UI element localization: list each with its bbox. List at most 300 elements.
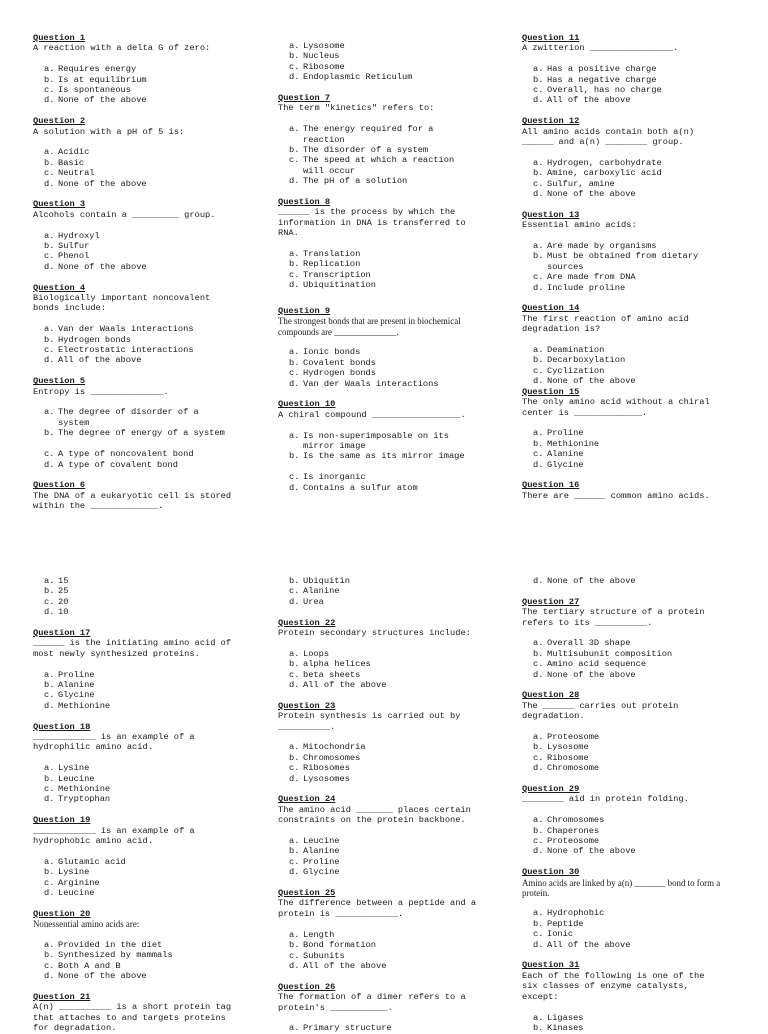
answer-option[interactable] bbox=[33, 690, 253, 700]
answer-option[interactable] bbox=[522, 670, 742, 680]
answer-option[interactable] bbox=[33, 597, 253, 607]
option-letter: c. bbox=[533, 836, 544, 847]
question-block bbox=[278, 888, 498, 971]
spacer bbox=[278, 114, 498, 124]
answer-option[interactable] bbox=[278, 649, 498, 659]
answer-option[interactable] bbox=[522, 272, 742, 282]
question-block bbox=[278, 399, 498, 493]
answer-option[interactable] bbox=[33, 961, 253, 971]
answer-option[interactable] bbox=[522, 659, 742, 669]
answer-option[interactable] bbox=[278, 62, 498, 72]
option-letter: d. bbox=[533, 459, 544, 470]
answer-option[interactable] bbox=[278, 176, 498, 186]
option-letter: d. bbox=[289, 72, 300, 83]
answer-option[interactable] bbox=[278, 680, 498, 690]
answer-option[interactable] bbox=[278, 483, 498, 493]
question-heading: Question 3 bbox=[33, 199, 86, 210]
answer-option[interactable] bbox=[522, 649, 742, 659]
answer-option[interactable] bbox=[33, 784, 253, 794]
option-letter: d. bbox=[533, 95, 544, 106]
answer-option[interactable] bbox=[522, 576, 742, 586]
option-text: Overall 3D shape bbox=[547, 638, 631, 649]
answer-option[interactable] bbox=[522, 355, 742, 365]
answer-option[interactable] bbox=[522, 460, 742, 470]
option-letter: d. bbox=[44, 95, 55, 106]
answer-option[interactable] bbox=[33, 324, 253, 334]
answer-option[interactable] bbox=[278, 774, 498, 784]
question-block bbox=[33, 815, 253, 898]
spacer bbox=[278, 239, 498, 249]
answer-option[interactable] bbox=[522, 168, 742, 178]
option-text: Is inorganic bbox=[303, 472, 366, 483]
option-letter: c. bbox=[533, 659, 544, 670]
spacer bbox=[33, 470, 253, 480]
spacer bbox=[33, 753, 253, 763]
option-text: Nucleus bbox=[303, 51, 340, 62]
answer-option[interactable] bbox=[522, 763, 742, 773]
option-text: Ribosomes bbox=[303, 763, 350, 774]
answer-option[interactable] bbox=[33, 75, 253, 85]
answer-option[interactable] bbox=[522, 1013, 742, 1023]
answer-option[interactable] bbox=[522, 189, 742, 199]
answer-option[interactable] bbox=[33, 231, 253, 241]
answer-option[interactable] bbox=[278, 72, 498, 82]
option-letter: c. bbox=[44, 168, 55, 179]
answer-option[interactable] bbox=[278, 846, 498, 856]
answer-option[interactable] bbox=[522, 345, 742, 355]
answer-option[interactable] bbox=[522, 95, 742, 105]
answer-option[interactable] bbox=[33, 670, 253, 680]
answer-option[interactable] bbox=[33, 262, 253, 272]
option-letter: c. bbox=[289, 763, 300, 774]
answer-option[interactable] bbox=[278, 586, 498, 596]
option-text: Proline bbox=[58, 669, 95, 680]
answer-option[interactable] bbox=[278, 155, 498, 176]
question-text: Protein secondary structures include: bbox=[278, 628, 471, 639]
answer-option[interactable] bbox=[33, 586, 253, 596]
option-letter: a. bbox=[44, 147, 55, 158]
option-text: None of the above bbox=[58, 971, 147, 982]
spacer bbox=[522, 231, 742, 241]
option-letter: b. bbox=[533, 1022, 544, 1033]
option-text: None of the above bbox=[547, 376, 636, 387]
answer-option[interactable] bbox=[278, 836, 498, 846]
answer-option[interactable] bbox=[33, 241, 253, 251]
option-letter: b. bbox=[533, 918, 544, 929]
option-text: Provided in the diet bbox=[58, 939, 163, 950]
question-heading: Question 7 bbox=[278, 93, 331, 104]
answer-option[interactable] bbox=[278, 451, 498, 461]
option-letter: a. bbox=[44, 856, 55, 867]
option-letter: d. bbox=[533, 282, 544, 293]
option-letter: a. bbox=[44, 939, 55, 950]
answer-option[interactable] bbox=[278, 742, 498, 752]
spacer bbox=[33, 137, 253, 147]
answer-option[interactable] bbox=[278, 145, 498, 155]
question-block bbox=[33, 722, 253, 805]
answer-option[interactable] bbox=[522, 251, 742, 272]
answer-option[interactable] bbox=[33, 460, 253, 470]
answer-option[interactable] bbox=[522, 158, 742, 168]
question-heading: Question 29 bbox=[522, 784, 580, 795]
answer-options bbox=[33, 407, 253, 469]
option-text: Covalent bonds bbox=[303, 357, 376, 368]
spacer bbox=[522, 950, 742, 960]
option-text: Both A and B bbox=[58, 960, 121, 971]
answer-option[interactable] bbox=[33, 794, 253, 804]
answer-option[interactable] bbox=[522, 241, 742, 251]
answer-option[interactable] bbox=[33, 64, 253, 74]
answer-option[interactable] bbox=[278, 763, 498, 773]
question-block bbox=[522, 867, 742, 950]
spacer bbox=[522, 857, 742, 867]
option-letter: b. bbox=[289, 576, 300, 586]
option-text: Ligases bbox=[547, 1012, 584, 1023]
option-letter: c. bbox=[289, 950, 300, 961]
question-heading: Question 10 bbox=[278, 399, 336, 410]
question-block bbox=[522, 303, 742, 386]
option-text: Mitochondria bbox=[303, 742, 366, 753]
answer-options bbox=[278, 930, 498, 972]
question-block bbox=[278, 93, 498, 187]
question-heading: Question 13 bbox=[522, 209, 580, 220]
option-text: Proline bbox=[303, 856, 340, 867]
option-text: Electrostatic interactions bbox=[58, 345, 194, 356]
answer-options bbox=[278, 649, 498, 691]
spacer bbox=[522, 335, 742, 345]
spacer bbox=[522, 418, 742, 428]
answer-option[interactable] bbox=[278, 347, 498, 357]
spacer bbox=[522, 106, 742, 116]
question-block bbox=[33, 576, 253, 618]
page1-column-1 bbox=[33, 33, 253, 512]
answer-option[interactable] bbox=[278, 379, 498, 389]
option-text: Endoplasmic Reticulum bbox=[303, 72, 413, 83]
option-text: Hydrophobic bbox=[547, 908, 605, 919]
option-text: Alanine bbox=[303, 586, 340, 597]
question-block bbox=[33, 376, 253, 470]
answer-option[interactable] bbox=[522, 439, 742, 449]
answer-option[interactable] bbox=[278, 358, 498, 368]
answer-option[interactable] bbox=[522, 638, 742, 648]
answer-option[interactable] bbox=[522, 836, 742, 846]
option-text: Acidic bbox=[58, 147, 90, 158]
answer-option[interactable] bbox=[33, 701, 253, 711]
option-text: Transcription bbox=[303, 269, 371, 280]
question-heading: Question 19 bbox=[33, 815, 91, 826]
option-letter: d. bbox=[533, 939, 544, 950]
option-text: Ribosome bbox=[303, 61, 345, 72]
answer-option[interactable] bbox=[522, 940, 742, 950]
answer-options bbox=[33, 231, 253, 273]
spacer bbox=[33, 805, 253, 815]
answer-option[interactable] bbox=[33, 867, 253, 877]
answer-option[interactable] bbox=[522, 376, 742, 386]
answer-option[interactable] bbox=[522, 64, 742, 74]
option-letter: b. bbox=[289, 752, 300, 763]
question-block bbox=[278, 306, 498, 389]
answer-option[interactable] bbox=[33, 607, 253, 617]
option-letter: b. bbox=[533, 251, 544, 262]
answer-option[interactable] bbox=[278, 867, 498, 877]
option-text: beta sheets bbox=[303, 669, 361, 680]
spacer bbox=[33, 397, 253, 407]
question-heading: Question 27 bbox=[522, 596, 580, 607]
option-letter: b. bbox=[44, 428, 55, 439]
answer-options bbox=[278, 124, 498, 186]
option-text: Peptide bbox=[547, 918, 584, 929]
answer-option[interactable] bbox=[278, 951, 498, 961]
option-letter: d. bbox=[289, 867, 300, 878]
answer-option[interactable] bbox=[522, 449, 742, 459]
option-text: Synthesized by mammals bbox=[58, 950, 173, 961]
answer-option[interactable] bbox=[33, 95, 253, 105]
answer-option[interactable] bbox=[278, 249, 498, 259]
option-text: All of the above bbox=[303, 960, 387, 971]
spacer bbox=[33, 846, 253, 856]
spacer bbox=[522, 147, 742, 157]
option-text: 10 bbox=[58, 607, 69, 618]
option-letter: a. bbox=[44, 669, 55, 680]
option-text: Has a negative charge bbox=[547, 74, 657, 85]
answer-option[interactable] bbox=[33, 147, 253, 157]
option-letter: a. bbox=[289, 124, 300, 135]
answer-option[interactable] bbox=[522, 826, 742, 836]
answer-options bbox=[278, 576, 498, 607]
question-heading: Question 14 bbox=[522, 303, 580, 314]
spacer bbox=[33, 314, 253, 324]
question-text: Entropy is ______________. bbox=[33, 386, 169, 397]
option-letter: b. bbox=[44, 74, 55, 85]
answer-options bbox=[33, 670, 253, 712]
option-text: Hydrogen, carbohydrate bbox=[547, 157, 662, 168]
option-text: Hydroxyl bbox=[58, 230, 100, 241]
answer-options bbox=[278, 41, 498, 83]
answer-option[interactable] bbox=[278, 753, 498, 763]
spacer bbox=[522, 199, 742, 209]
answer-options bbox=[33, 940, 253, 982]
question-block bbox=[278, 701, 498, 784]
option-letter: a. bbox=[533, 732, 544, 743]
question-text: The strongest bonds that are present in biochemical compounds are ______________. bbox=[278, 316, 461, 337]
answer-option[interactable] bbox=[278, 124, 498, 145]
spacer bbox=[278, 826, 498, 836]
question-text: A solution with a pH of 5 is: bbox=[33, 126, 185, 137]
option-text: Leucine bbox=[58, 773, 95, 784]
spacer bbox=[278, 337, 498, 347]
question-block bbox=[33, 116, 253, 189]
answer-option[interactable] bbox=[278, 280, 498, 290]
option-text: Proteosome bbox=[547, 836, 600, 847]
answer-option[interactable] bbox=[33, 774, 253, 784]
option-letter: b. bbox=[44, 867, 55, 878]
option-letter: b. bbox=[533, 825, 544, 836]
answer-option[interactable] bbox=[522, 919, 742, 929]
option-text: Van der Waals interactions bbox=[58, 324, 194, 335]
option-text: 15 bbox=[58, 576, 69, 586]
answer-option[interactable] bbox=[522, 85, 742, 95]
answer-option[interactable] bbox=[522, 75, 742, 85]
option-letter: c. bbox=[44, 85, 55, 96]
option-text: Sulfur, amine bbox=[547, 178, 615, 189]
spacer bbox=[278, 420, 498, 430]
answer-option[interactable] bbox=[522, 753, 742, 763]
spacer bbox=[33, 366, 253, 376]
answer-options bbox=[33, 857, 253, 899]
option-text: Methionine bbox=[547, 438, 600, 449]
option-letter: d. bbox=[44, 607, 55, 618]
answer-option[interactable] bbox=[522, 428, 742, 438]
option-letter: a. bbox=[289, 836, 300, 847]
option-letter: c. bbox=[533, 178, 544, 189]
option-text: Amino acid sequence bbox=[547, 659, 647, 670]
option-letter: d. bbox=[289, 596, 300, 607]
question-heading: Question 1 bbox=[33, 33, 86, 43]
option-letter: c. bbox=[289, 472, 300, 483]
option-text: Hydrogen bonds bbox=[303, 368, 376, 379]
spacer bbox=[522, 1002, 742, 1012]
spacer bbox=[33, 899, 253, 909]
question-text: The term "kinetics" refers to: bbox=[278, 103, 435, 114]
option-text: All of the above bbox=[58, 355, 142, 366]
option-text: All of the above bbox=[547, 95, 631, 106]
option-text: None of the above bbox=[58, 95, 147, 106]
option-letter: a. bbox=[533, 241, 544, 252]
answer-option[interactable] bbox=[33, 576, 253, 586]
answer-option[interactable] bbox=[278, 576, 498, 586]
option-letter: d. bbox=[44, 178, 55, 189]
question-heading: Question 2 bbox=[33, 116, 86, 127]
answer-option[interactable] bbox=[522, 732, 742, 742]
answer-option[interactable] bbox=[33, 449, 253, 459]
answer-options bbox=[522, 158, 742, 200]
answer-option[interactable] bbox=[33, 355, 253, 365]
option-text: The speed at which a reaction will occur bbox=[303, 155, 455, 176]
option-letter: a. bbox=[44, 324, 55, 335]
option-text: Lysosome bbox=[547, 742, 589, 753]
option-text: Chromosomes bbox=[547, 815, 605, 826]
answer-option[interactable] bbox=[33, 407, 253, 428]
answer-option[interactable] bbox=[522, 908, 742, 918]
option-text: Methionine bbox=[58, 700, 111, 711]
answer-option[interactable] bbox=[278, 431, 498, 452]
answer-option[interactable] bbox=[522, 742, 742, 752]
answer-option[interactable] bbox=[33, 345, 253, 355]
option-letter: b. bbox=[289, 259, 300, 270]
answer-option[interactable] bbox=[278, 857, 498, 867]
answer-option[interactable] bbox=[522, 929, 742, 939]
answer-option[interactable] bbox=[278, 270, 498, 280]
option-letter: d. bbox=[289, 680, 300, 691]
option-text: Tryptophan bbox=[58, 794, 111, 805]
option-text: Alanine bbox=[303, 846, 340, 857]
answer-option[interactable] bbox=[278, 472, 498, 482]
spacer bbox=[278, 638, 498, 648]
answer-option[interactable] bbox=[278, 670, 498, 680]
question-heading: Question 21 bbox=[33, 991, 91, 1002]
answer-option[interactable] bbox=[33, 335, 253, 345]
answer-option[interactable] bbox=[33, 680, 253, 690]
question-text: A(n) __________ is a short protein tag that attaches to and targets proteins for degradation. bbox=[33, 1002, 232, 1034]
answer-option[interactable] bbox=[522, 366, 742, 376]
option-letter: c. bbox=[533, 929, 544, 940]
answer-option[interactable] bbox=[33, 428, 253, 438]
answer-option[interactable] bbox=[278, 597, 498, 607]
option-text: Phenol bbox=[58, 251, 90, 262]
question-text: A chiral compound _________________. bbox=[278, 409, 466, 420]
option-letter: b. bbox=[289, 145, 300, 156]
answer-option[interactable] bbox=[33, 950, 253, 960]
answer-option[interactable] bbox=[33, 85, 253, 95]
option-letter: a. bbox=[533, 64, 544, 75]
question-heading: Question 20 bbox=[33, 908, 91, 919]
option-text: Is spontaneous bbox=[58, 85, 131, 96]
question-block bbox=[278, 41, 498, 83]
option-text: Alanine bbox=[58, 680, 95, 691]
answer-option[interactable] bbox=[278, 961, 498, 971]
answer-option[interactable] bbox=[33, 251, 253, 261]
answer-option[interactable] bbox=[33, 888, 253, 898]
answer-option[interactable] bbox=[33, 179, 253, 189]
answer-option[interactable] bbox=[278, 1023, 498, 1033]
answer-option[interactable] bbox=[33, 763, 253, 773]
option-text: Replication bbox=[303, 259, 361, 270]
question-block bbox=[278, 982, 498, 1034]
answer-option[interactable] bbox=[278, 940, 498, 950]
option-letter: a. bbox=[44, 230, 55, 241]
option-letter: b. bbox=[44, 334, 55, 345]
answer-option[interactable] bbox=[33, 158, 253, 168]
answer-option[interactable] bbox=[33, 168, 253, 178]
spacer bbox=[278, 187, 498, 197]
answer-option[interactable] bbox=[278, 368, 498, 378]
answer-option[interactable] bbox=[522, 846, 742, 856]
option-text: The degree of disorder of a system bbox=[58, 407, 199, 428]
option-letter: c. bbox=[533, 85, 544, 96]
question-heading: Question 5 bbox=[33, 376, 86, 387]
answer-option[interactable] bbox=[33, 857, 253, 867]
answer-option[interactable] bbox=[278, 51, 498, 61]
answer-option[interactable] bbox=[522, 283, 742, 293]
option-letter: d. bbox=[533, 576, 544, 586]
spacer bbox=[522, 680, 742, 690]
question-text: The first reaction of amino acid degradation is? bbox=[522, 313, 689, 335]
question-heading: Question 9 bbox=[278, 306, 331, 317]
question-heading: Question 11 bbox=[522, 33, 580, 43]
answer-option[interactable] bbox=[33, 971, 253, 981]
option-text: The pH of a solution bbox=[303, 176, 408, 187]
option-text: Chromosome bbox=[547, 763, 600, 774]
answer-option[interactable] bbox=[278, 659, 498, 669]
option-letter: c. bbox=[289, 269, 300, 280]
answer-option[interactable] bbox=[522, 815, 742, 825]
answer-option[interactable] bbox=[33, 940, 253, 950]
question-block bbox=[33, 283, 253, 366]
answer-option[interactable] bbox=[278, 41, 498, 51]
spacer bbox=[278, 732, 498, 742]
answer-option[interactable] bbox=[522, 179, 742, 189]
answer-option[interactable] bbox=[278, 259, 498, 269]
option-letter: c. bbox=[44, 690, 55, 701]
answer-option[interactable] bbox=[522, 1023, 742, 1033]
question-block bbox=[522, 597, 742, 680]
answer-option[interactable] bbox=[278, 930, 498, 940]
option-letter: b. bbox=[289, 51, 300, 62]
option-letter: a. bbox=[289, 1023, 300, 1034]
answer-options bbox=[33, 763, 253, 805]
option-letter: d. bbox=[533, 376, 544, 387]
answer-option[interactable] bbox=[33, 878, 253, 888]
